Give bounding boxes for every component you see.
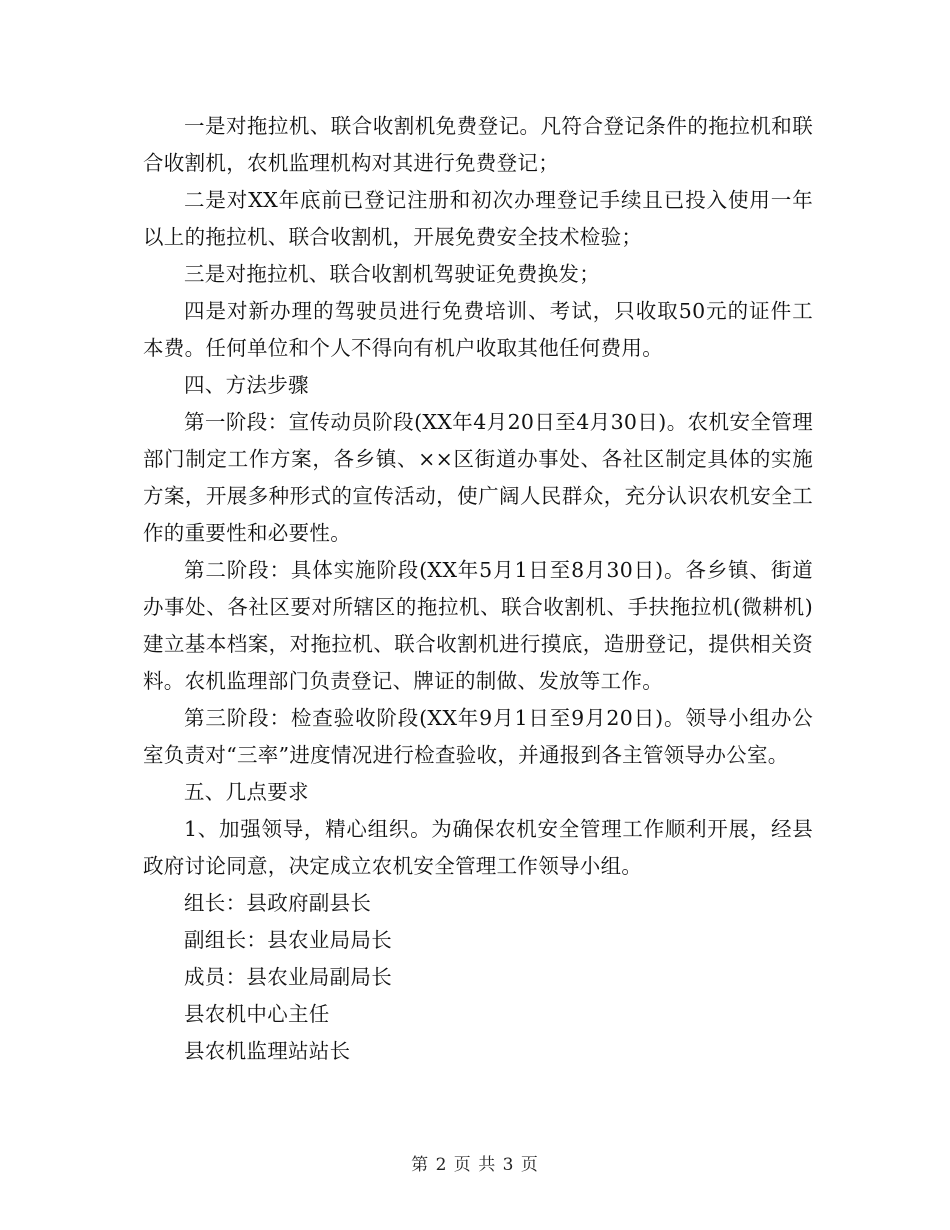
- document-body: [143, 108, 813, 1070]
- paragraph-license-renewal: 三是对拖拉机、联合收割机驾驶证免费换发；: [184, 262, 600, 286]
- member-members: 成员：县农业局副局长: [184, 965, 392, 989]
- member-station-chief: 县农机监理站站长: [184, 1039, 351, 1063]
- member-group-leader: 组长：县政府副县长: [184, 891, 372, 915]
- page-number-footer: 第 2 页 共 3 页: [411, 1155, 539, 1175]
- member-center-director: 县农机中心主任: [184, 1002, 330, 1026]
- paragraph-free-registration: 一是对拖拉机、联合收割机免费登记。凡符合登记条件的拖拉机和联合收割机，农机监理机构对其进行免费登记；: [143, 114, 813, 175]
- paragraph-leadership: 1、加强领导，精心组织。为确保农机安全管理工作顺利开展，经县政府讨论同意，决定成立农机安全管理工作领导小组。: [143, 817, 813, 878]
- section-heading-requirements: 五、几点要求: [184, 780, 309, 804]
- paragraph-stage-two: 第二阶段：具体实施阶段(XX年5月1日至8月30日)。各乡镇、街道办事处、各社区要对所辖区的拖拉机、联合收割机、手扶拖拉机(微耕机)建立基本档案，对拖拉机、联合收割机进行摸底，造册登记，提供相关资料。农机监理部门负责登记、牌证的制做、发放等工作。: [143, 558, 813, 693]
- section-heading-methods: 四、方法步骤: [184, 373, 309, 397]
- paragraph-driver-training: 四是对新办理的驾驶员进行免费培训、考试，只收取50元的证件工本费。任何单位和个人不得向有机户收取其他任何费用。: [143, 299, 813, 360]
- paragraph-free-inspection: 二是对XX年底前已登记注册和初次办理登记手续且已投入使用一年以上的拖拉机、联合收割机，开展免费安全技术检验；: [143, 188, 813, 249]
- paragraph-stage-one: 第一阶段：宣传动员阶段(XX年4月20日至4月30日)。农机安全管理部门制定工作方案，各乡镇、××区街道办事处、各社区制定具体的实施方案，开展多种形式的宣传活动，使广阔人民群众，充分认识农机安全工作的重要性和必要性。: [143, 410, 813, 545]
- member-deputy-leader: 副组长：县农业局局长: [184, 928, 392, 952]
- paragraph-stage-three: 第三阶段：检查验收阶段(XX年9月1日至9月20日)。领导小组办公室负责对“三率”进度情况进行检查验收，并通报到各主管领导办公室。: [143, 706, 813, 767]
